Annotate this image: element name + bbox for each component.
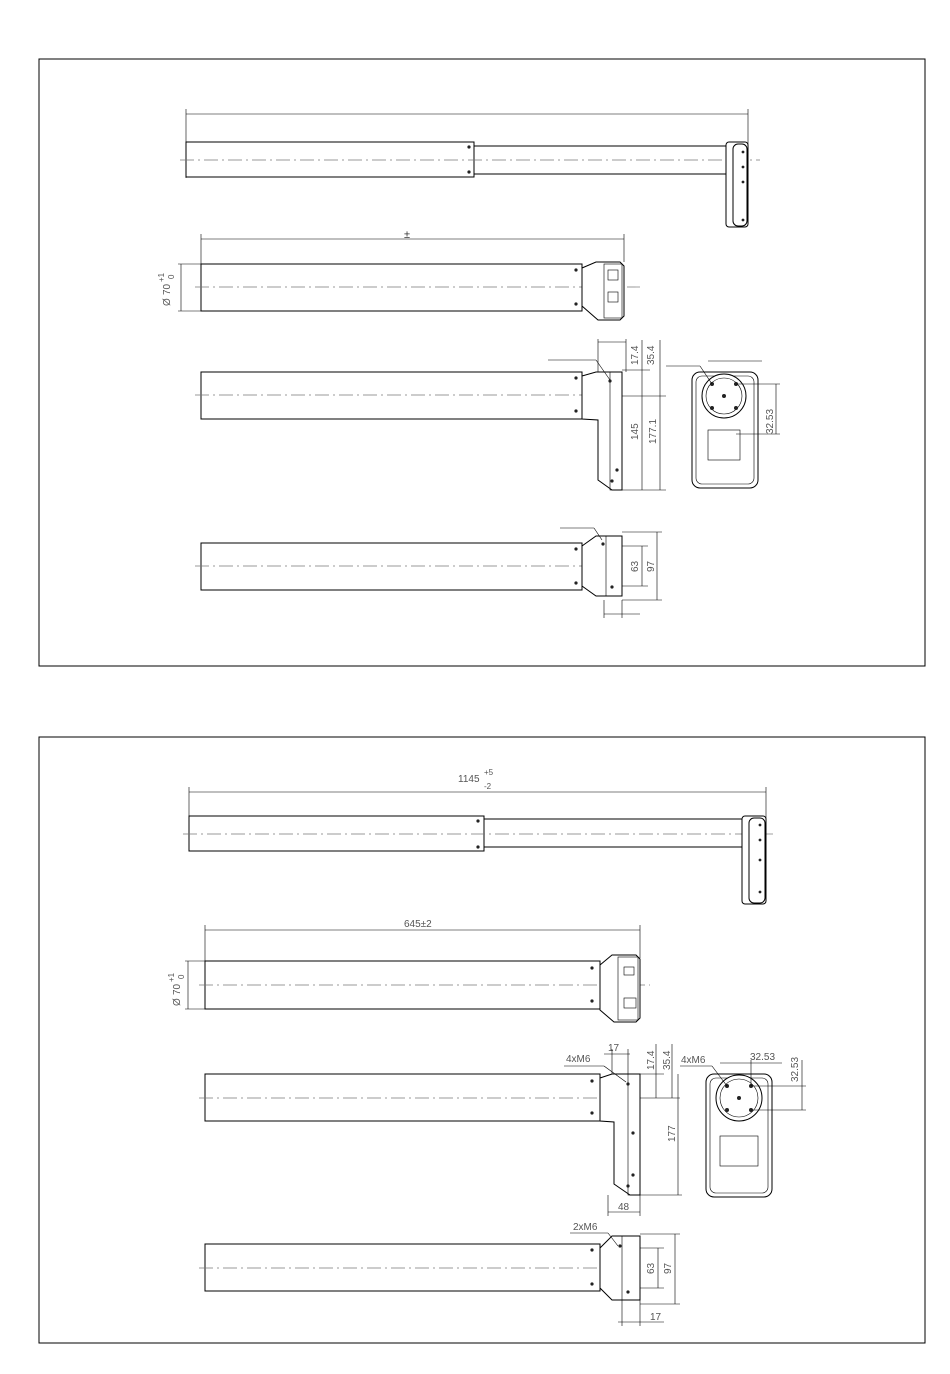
top-view-end-face bbox=[666, 361, 780, 488]
dim-177: 177 bbox=[667, 1125, 678, 1142]
dia-value: 70 bbox=[162, 283, 173, 295]
dia-tol-lower: 0 bbox=[167, 274, 176, 279]
dia-symbol: Ø bbox=[162, 298, 173, 306]
dim-17-bottom: 17 bbox=[650, 1312, 662, 1323]
top-view-full-length bbox=[180, 109, 760, 227]
dia-tol-upper: +1 bbox=[157, 272, 166, 282]
overall-length: 1145 bbox=[458, 774, 480, 785]
bottom-view-side-bracket bbox=[199, 1043, 682, 1216]
sheet-top bbox=[39, 59, 925, 666]
dim-17-top: 17 bbox=[608, 1043, 620, 1054]
thread-side: 4xM6 bbox=[566, 1054, 591, 1065]
dim-32-53: 32.53 bbox=[765, 408, 776, 434]
dim-63: 63 bbox=[630, 560, 641, 572]
dim-48: 48 bbox=[618, 1202, 630, 1213]
sheet-bottom bbox=[39, 737, 925, 1343]
dim-97-b: 97 bbox=[663, 1262, 674, 1274]
top-view-tube-diameter bbox=[157, 229, 640, 320]
dim-145: 145 bbox=[630, 423, 641, 440]
dia-symbol-b: Ø bbox=[172, 998, 183, 1006]
plus-minus-mark: ± bbox=[404, 229, 411, 241]
bottom-view-tube-diameter bbox=[167, 919, 650, 1022]
tube-length: 645±2 bbox=[404, 919, 432, 930]
overall-tol-upper: +5 bbox=[484, 768, 494, 777]
dia-tol-upper-b: +1 bbox=[167, 972, 176, 982]
dim-63-b: 63 bbox=[646, 1262, 657, 1274]
dim-32-53-v: 32.53 bbox=[790, 1056, 801, 1082]
dim-177-1: 177.1 bbox=[648, 418, 659, 444]
dia-tol-lower-b: 0 bbox=[177, 974, 186, 979]
dim-35-4: 35.4 bbox=[646, 345, 657, 365]
top-view-bottom bbox=[195, 528, 662, 618]
dim-17-4-b: 17.4 bbox=[646, 1050, 657, 1070]
thread-bottom: 2xM6 bbox=[573, 1222, 598, 1233]
bottom-view-end-face bbox=[680, 1052, 806, 1197]
dia-value-b: 70 bbox=[172, 983, 183, 995]
overall-tol-lower: -2 bbox=[484, 782, 492, 791]
dim-32-53-h: 32.53 bbox=[750, 1052, 776, 1063]
top-view-side-bracket bbox=[195, 339, 666, 490]
thread-front: 4xM6 bbox=[681, 1055, 706, 1066]
dim-17-4: 17.4 bbox=[630, 345, 641, 365]
dim-35-4-b: 35.4 bbox=[662, 1050, 673, 1070]
bottom-view-full-length bbox=[183, 768, 776, 904]
bottom-view-bottom bbox=[199, 1222, 680, 1326]
dim-97: 97 bbox=[646, 560, 657, 572]
